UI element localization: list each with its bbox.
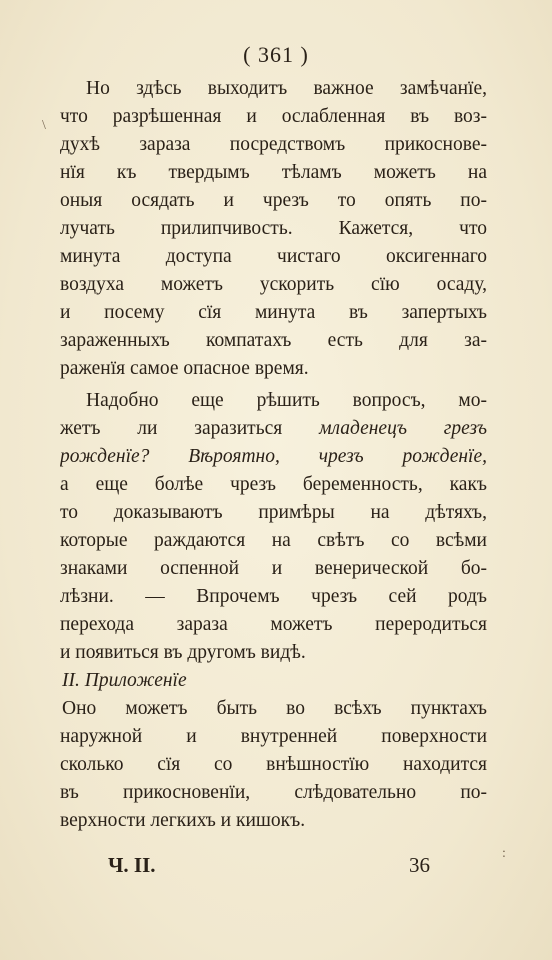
text-line: Оно можетъ быть во всѣхъ пунктахъ bbox=[62, 698, 487, 719]
text-line: наружной и внутренней поверхности bbox=[60, 726, 487, 747]
text-line: а еще болѣе чрезъ беременность, какъ bbox=[60, 474, 487, 495]
text-line: духѣ зараза посредствомъ прикоснове- bbox=[60, 134, 487, 155]
text-line bbox=[60, 443, 487, 471]
text-line-with-italic bbox=[60, 415, 487, 443]
text-line: лѣзни. — Впрочемъ чрезъ сей родъ bbox=[60, 586, 487, 607]
text-line: воздуха можетъ ускорить сїю осаду, bbox=[60, 274, 487, 295]
text-line: Но здѣсь выходитъ важное замѣчанїе, bbox=[86, 78, 487, 99]
text-line: лучать прилипчивость. Кажется, что bbox=[60, 218, 487, 239]
text-line: минута доступа чистаго оксигеннаго bbox=[60, 246, 487, 267]
sheet-number: 36 bbox=[409, 853, 430, 877]
text-line: сколько сїя со внѣшностїю находится bbox=[60, 754, 487, 775]
text-line: и появиться въ другомъ видѣ. bbox=[60, 642, 306, 663]
main-text bbox=[60, 75, 487, 835]
text-line: знаками оспенной и венерической бо- bbox=[60, 558, 487, 579]
text-line: раженїя самое опасное время. bbox=[60, 358, 309, 379]
signature-mark: Ч. II. bbox=[108, 853, 156, 877]
margin-tick: : bbox=[502, 846, 506, 861]
text-line: что разрѣшенная и ослабленная въ воз- bbox=[60, 106, 487, 127]
italic-fragment: рожденїе? Вѣроятно, чрезъ рожденїе, bbox=[60, 446, 487, 467]
margin-tick: \ bbox=[42, 118, 46, 133]
text-fragment: жетъ ли заразиться bbox=[60, 418, 283, 439]
italic-phrase: младенецъ грезъ bbox=[319, 418, 487, 439]
section-heading: II. Приложенїе bbox=[62, 670, 187, 691]
text-line: Надобно еще рѣшить вопросъ, мо- bbox=[86, 390, 487, 411]
text-line: оныя осядать и чрезъ то опять по- bbox=[60, 190, 487, 211]
text-line: перехода зараза можетъ переродиться bbox=[60, 614, 487, 635]
page-number: ( 361 ) bbox=[243, 42, 309, 67]
text-line: и посему сїя минута въ запертыхъ bbox=[60, 302, 487, 323]
text-line: зараженныхъ компатахъ есть для за- bbox=[60, 330, 487, 351]
text-line: нїя къ твердымъ тѣламъ можетъ на bbox=[60, 162, 487, 183]
text-line: верхности легкихъ и кишокъ. bbox=[60, 810, 306, 831]
text-line: то доказываютъ примѣры на дѣтяхъ, bbox=[60, 502, 487, 523]
text-line: въ прикосновенїи, слѣдовательно по- bbox=[60, 782, 487, 803]
text-line: которые раждаются на свѣтъ со всѣми bbox=[60, 530, 487, 551]
